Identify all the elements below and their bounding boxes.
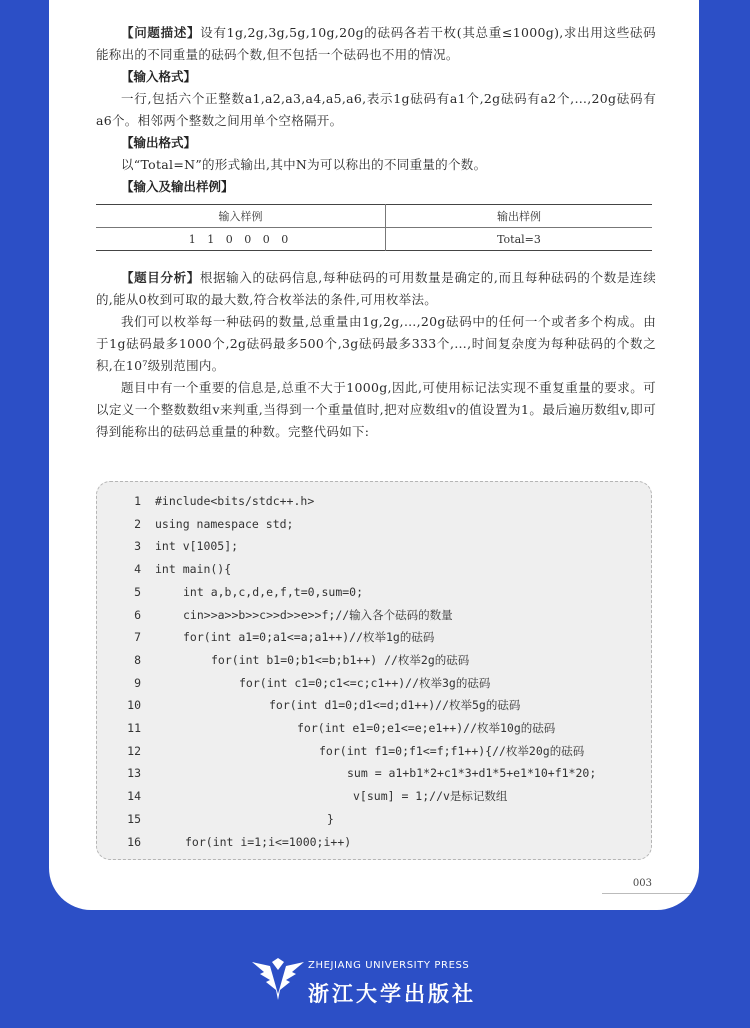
sample-output-value: Total=3: [497, 232, 541, 246]
problem-description-heading: 【问题描述】: [121, 25, 201, 40]
analysis-paragraph-2: 我们可以枚举每一种砝码的数量,总重量由1g,2g,…,20g砝码中的任何一个或者多个构成。由于1g砝码最多1000个,2g砝码最多500个,3g砝码最多333个,…,时间复杂度为每种砝码的个数之积,在10⁷级别范围内。: [96, 314, 656, 373]
sample-input-header: 输入样例: [96, 205, 386, 228]
code-line-text: }: [327, 811, 334, 826]
code-line-text: for(int d1=0;d1<=d;d1++)//枚举5g的砝码: [269, 698, 521, 713]
output-format-text: 以“Total=N”的形式输出,其中N为可以称出的不同重量的个数。: [121, 157, 487, 172]
code-line-text: int a,b,c,d,e,f,t=0,sum=0;: [183, 584, 364, 599]
sample-input-value: 1 1 0 0 0 0: [96, 228, 386, 251]
publisher-name-cn: 浙江大学出版社: [308, 982, 476, 1006]
code-block: [96, 481, 652, 860]
code-line-number: 10: [127, 698, 141, 713]
analysis-paragraph-3: 题目中有一个重要的信息是,总重不大于1000g,因此,可使用标记法实现不重复重量的要求。可以定义一个整数数组v来判重,当得到一个重量值时,把对应数组v的值设置为1。最后遍历数组v,即可得到能称出的砝码总重量的种数。完整代码如下:: [96, 380, 656, 439]
book-page: [49, 0, 699, 910]
code-line-text: cin>>a>>b>>c>>d>>e>>f;//输入各个砝码的数量: [183, 607, 453, 622]
code-line-number: 11: [127, 721, 141, 735]
code-line-number: 14: [127, 789, 141, 804]
sample-heading: 【输入及输出样例】: [121, 179, 234, 194]
publisher-name-en: ZHEJIANG UNIVERSITY PRESS: [308, 960, 470, 971]
analysis-text-1: 根据输入的砝码信息,每种砝码的可用数量是确定的,而且每种砝码的个数是连续的,能从0枚到可取的最大数,符合枚举法的条件,可用枚举法。: [96, 270, 656, 307]
code-line-text: using namespace std;: [155, 516, 294, 531]
output-format-heading: 【输出格式】: [121, 135, 197, 150]
code-line-number: 5: [134, 584, 141, 599]
code-line-number: 15: [127, 811, 141, 826]
analysis-paragraph-1: [96, 267, 656, 311]
input-format-text: 一行,包括六个正整数a1,a2,a3,a4,a5,a6,表示1g砝码有a1个,2g砝码有a2个,…,20g砝码有a6个。相邻两个整数之间用单个空格隔开。: [96, 91, 656, 128]
problem-description: [96, 22, 656, 66]
code-line-text: int main(){: [155, 562, 232, 577]
input-format-heading: 【输入格式】: [121, 69, 197, 84]
analysis-heading: 【题目分析】: [121, 270, 200, 285]
page-content: [96, 22, 656, 443]
code-line-number: 6: [134, 607, 141, 622]
code-line-number: 3: [134, 539, 141, 554]
code-line-text: for(int f1=0;f1<=f;f1++){//枚举20g的砝码: [319, 743, 585, 758]
problem-description-text: 设有1g,2g,3g,5g,10g,20g的砝码各若干枚(其总重≤1000g),求出用这些砝码能称出的不同重量的砝码个数,但不包括一个砝码也不用的情况。: [96, 25, 656, 62]
code-line-text: for(int i=1;i<=1000;i++): [185, 834, 352, 849]
sample-table-header: [96, 205, 652, 228]
code-line-text: for(int a1=0;a1<=a;a1++)//枚举1g的砝码: [183, 630, 435, 645]
code-line-number: 4: [134, 562, 141, 577]
code-line-number: 12: [127, 743, 141, 758]
code-line-number: 2: [134, 516, 141, 531]
code-line-text: sum = a1+b1*2+c1*3+d1*5+e1*10+f1*20;: [347, 766, 597, 781]
code-line-text: int v[1005];: [155, 539, 239, 554]
publisher-footer: [252, 958, 512, 1008]
code-line-number: 8: [134, 652, 141, 667]
code-line-text: for(int b1=0;b1<=b;b1++) //枚举2g的砝码: [211, 652, 470, 667]
code-line-text: for(int c1=0;c1<=c;c1++)//枚举3g的砝码: [239, 675, 491, 690]
table-row: [96, 228, 652, 251]
code-line-number: 7: [134, 630, 141, 645]
page-number-rule: [602, 893, 699, 894]
sample-table: [96, 204, 652, 251]
code-line-number: 16: [127, 834, 141, 849]
code-line-text: #include<bits/stdc++.h>: [155, 494, 315, 508]
sample-output-header: 输出样例: [497, 210, 541, 223]
code-line-number: 9: [134, 675, 141, 690]
code-line-text: v[sum] = 1;//v是标记数组: [353, 789, 508, 804]
code-line-number: 13: [127, 766, 141, 781]
publisher-logo-icon: [252, 958, 304, 1002]
code-line-text: for(int e1=0;e1<=e;e1++)//枚举10g的砝码: [297, 721, 556, 735]
page-number: 003: [632, 878, 652, 889]
code-line-number: 1: [134, 494, 141, 508]
